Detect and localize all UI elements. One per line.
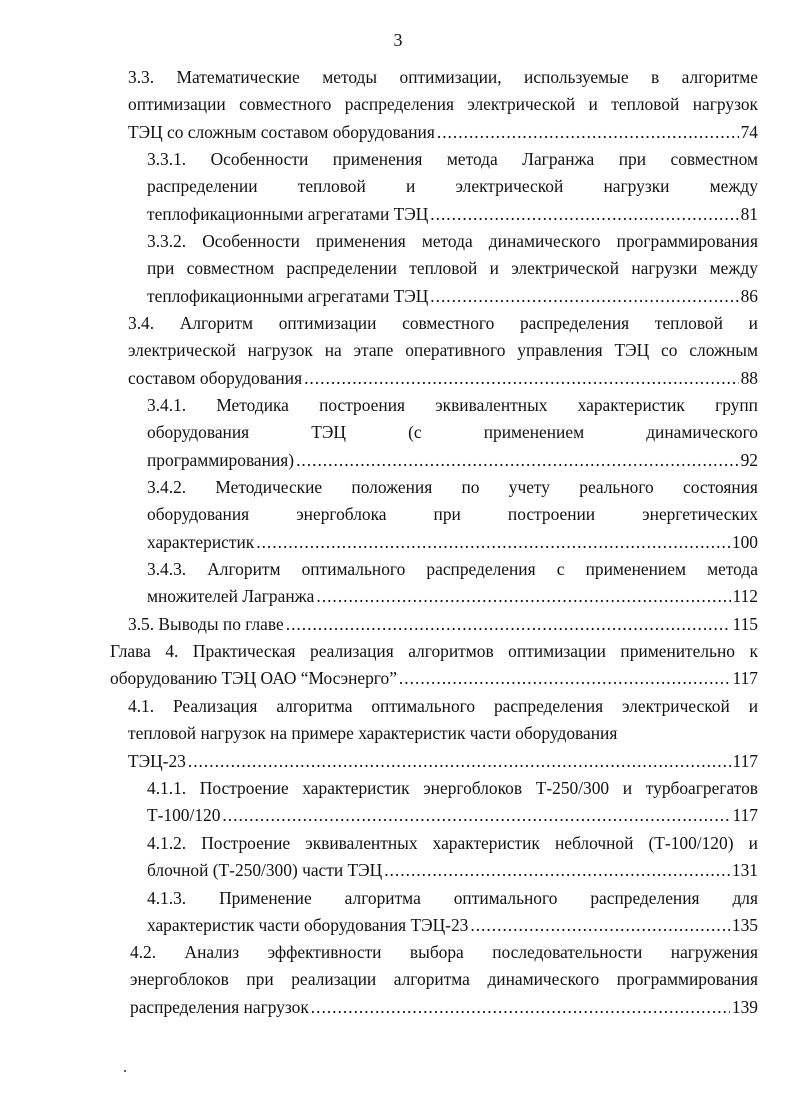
toc-page-number: 88 [740, 367, 758, 388]
dot-leader [430, 283, 738, 310]
toc-page-number: 100 [731, 531, 758, 552]
toc-page-number: 131 [731, 860, 758, 881]
toc-entry-title: Т-100/120 [147, 805, 221, 826]
toc-line: 4.1. Реализация алгоритма оптимального распределения электрической и [128, 696, 758, 716]
toc-line: 3.4.3. Алгоритм оптимального распределения с применением метода [147, 559, 758, 579]
toc-entry-title: характеристик части оборудования ТЭЦ-23 [147, 915, 469, 936]
toc-line: 4.1.2. Построение эквивалентных характеристик неблочной (Т-100/120) и [147, 833, 758, 853]
scan-speck [124, 1070, 126, 1072]
toc-page-number: 117 [732, 750, 758, 771]
toc-line: 3.3.2. Особенности применения метода динамического программирования [147, 231, 758, 251]
toc-page-number: 92 [740, 449, 758, 470]
toc-entry-3-4-1[interactable] [147, 392, 758, 474]
toc-page-number: 117 [732, 805, 758, 826]
toc-entry-3-3[interactable] [128, 64, 758, 146]
toc-entry-title: ТЭЦ со сложным составом оборудования [128, 121, 435, 142]
toc-entry-title: характеристик [147, 531, 255, 552]
toc-entry-title: теплофикационными агрегатами ТЭЦ [147, 285, 429, 306]
toc-last-line [110, 665, 758, 692]
toc-entry-3-4[interactable] [128, 310, 758, 392]
toc-line: оптимизации совместного распределения электрической и тепловой нагрузок [128, 94, 758, 115]
toc-entry-title: теплофикационными агрегатами ТЭЦ [147, 203, 429, 224]
toc-entry-title: составом оборудования [128, 367, 303, 388]
toc-entry-title: множителей Лагранжа [147, 586, 315, 607]
toc-entry-title: распределения нагрузок [130, 996, 309, 1017]
toc-entry-title: 3.5. Выводы по главе [128, 614, 284, 634]
toc-line: Глава 4. Практическая реализация алгоритмов оптимизации применительно к [110, 641, 758, 661]
toc-last-line [147, 583, 758, 610]
toc-last-line [147, 283, 758, 310]
toc-line: оборудования ТЭЦ (с применением динамического [147, 422, 758, 443]
toc-entry-chapter-4[interactable] [110, 638, 758, 693]
toc-entry-4-1-3[interactable] [147, 885, 758, 940]
dot-leader [311, 994, 730, 1021]
toc-line: 3.4. Алгоритм оптимизации совместного распределения тепловой и [128, 313, 758, 333]
toc-page-number: 81 [740, 203, 758, 224]
toc-line: распределении тепловой и электрической нагрузки между [147, 176, 758, 197]
toc-last-line [147, 529, 758, 556]
toc-last-line [147, 857, 758, 884]
toc-last-line [147, 201, 758, 228]
toc-line: при совместном распределении тепловой и электрической нагрузки между [147, 258, 758, 279]
toc-page-number: 115 [732, 614, 758, 634]
toc-entry-title: программирования) [147, 449, 295, 470]
toc-entry-4-1[interactable] [128, 693, 758, 775]
toc-page-number: 139 [731, 996, 758, 1017]
toc-entry-3-4-3[interactable] [147, 556, 758, 611]
toc-entry-title: оборудованию ТЭЦ ОАО “Мосэнерго” [110, 668, 397, 689]
toc-line: 4.1.1. Построение характеристик энергоблоков Т-250/300 и турбоагрегатов [147, 778, 758, 798]
toc-page-number: 112 [732, 586, 758, 607]
toc-page-number: 135 [731, 915, 758, 936]
toc-line: 4.1.3. Применение алгоритма оптимального распределения для [147, 888, 758, 908]
toc-page-number: 74 [740, 121, 758, 142]
dot-leader [316, 583, 730, 610]
toc-last-line [130, 994, 758, 1021]
toc-entry-3-3-1[interactable] [147, 146, 758, 228]
toc-last-line [147, 912, 758, 939]
toc-line: 3.3. Математические методы оптимизации, используемые в алгоритме [128, 67, 758, 87]
dot-leader [384, 857, 730, 884]
toc-entry-3-5[interactable] [128, 611, 758, 638]
dot-leader [304, 365, 739, 392]
toc-last-line [128, 611, 758, 638]
toc-entry-4-1-2[interactable] [147, 830, 758, 885]
dot-leader [437, 119, 739, 146]
toc-last-line [128, 365, 758, 392]
dot-leader [256, 529, 730, 556]
toc-line: тепловой нагрузок на примере характеристик части оборудования [128, 723, 618, 744]
dot-leader [430, 201, 738, 228]
toc-page-number: 117 [732, 668, 758, 689]
dot-leader [399, 665, 731, 692]
toc-last-line [147, 447, 758, 474]
toc-line: 3.3.1. Особенности применения метода Лагранжа при совместном [147, 149, 758, 169]
toc-entry-3-4-2[interactable] [147, 474, 758, 556]
toc-line: оборудования энергоблока при построении энергетических [147, 504, 758, 525]
toc-line: энергоблоков при реализации алгоритма динамического программирования [130, 969, 758, 990]
dot-leader [188, 748, 731, 775]
toc-page-number: 86 [740, 285, 758, 306]
toc-last-line [128, 119, 758, 146]
toc-line: 3.4.1. Методика построения эквивалентных характеристик групп [147, 395, 758, 415]
toc-last-line [147, 802, 758, 829]
toc-line: 4.2. Анализ эффективности выбора последовательности нагружения [130, 942, 758, 962]
toc-line: 3.4.2. Методические положения по учету реального состояния [147, 477, 758, 497]
toc-entry-4-2[interactable] [130, 939, 758, 1021]
dot-leader [286, 611, 731, 638]
toc-entry-4-1-1[interactable] [147, 775, 758, 830]
toc-entry-title: ТЭЦ-23 [128, 750, 186, 771]
dot-leader [470, 912, 730, 939]
dot-leader [296, 447, 739, 474]
dot-leader [222, 802, 730, 829]
toc-line: электрической нагрузок на этапе оперативного управления ТЭЦ со сложным [128, 340, 758, 361]
page-number: 3 [393, 30, 403, 50]
toc-last-line [128, 748, 758, 775]
toc-entry-title: блочной (Т-250/300) части ТЭЦ [147, 860, 383, 881]
toc-entry-3-3-2[interactable] [147, 228, 758, 310]
